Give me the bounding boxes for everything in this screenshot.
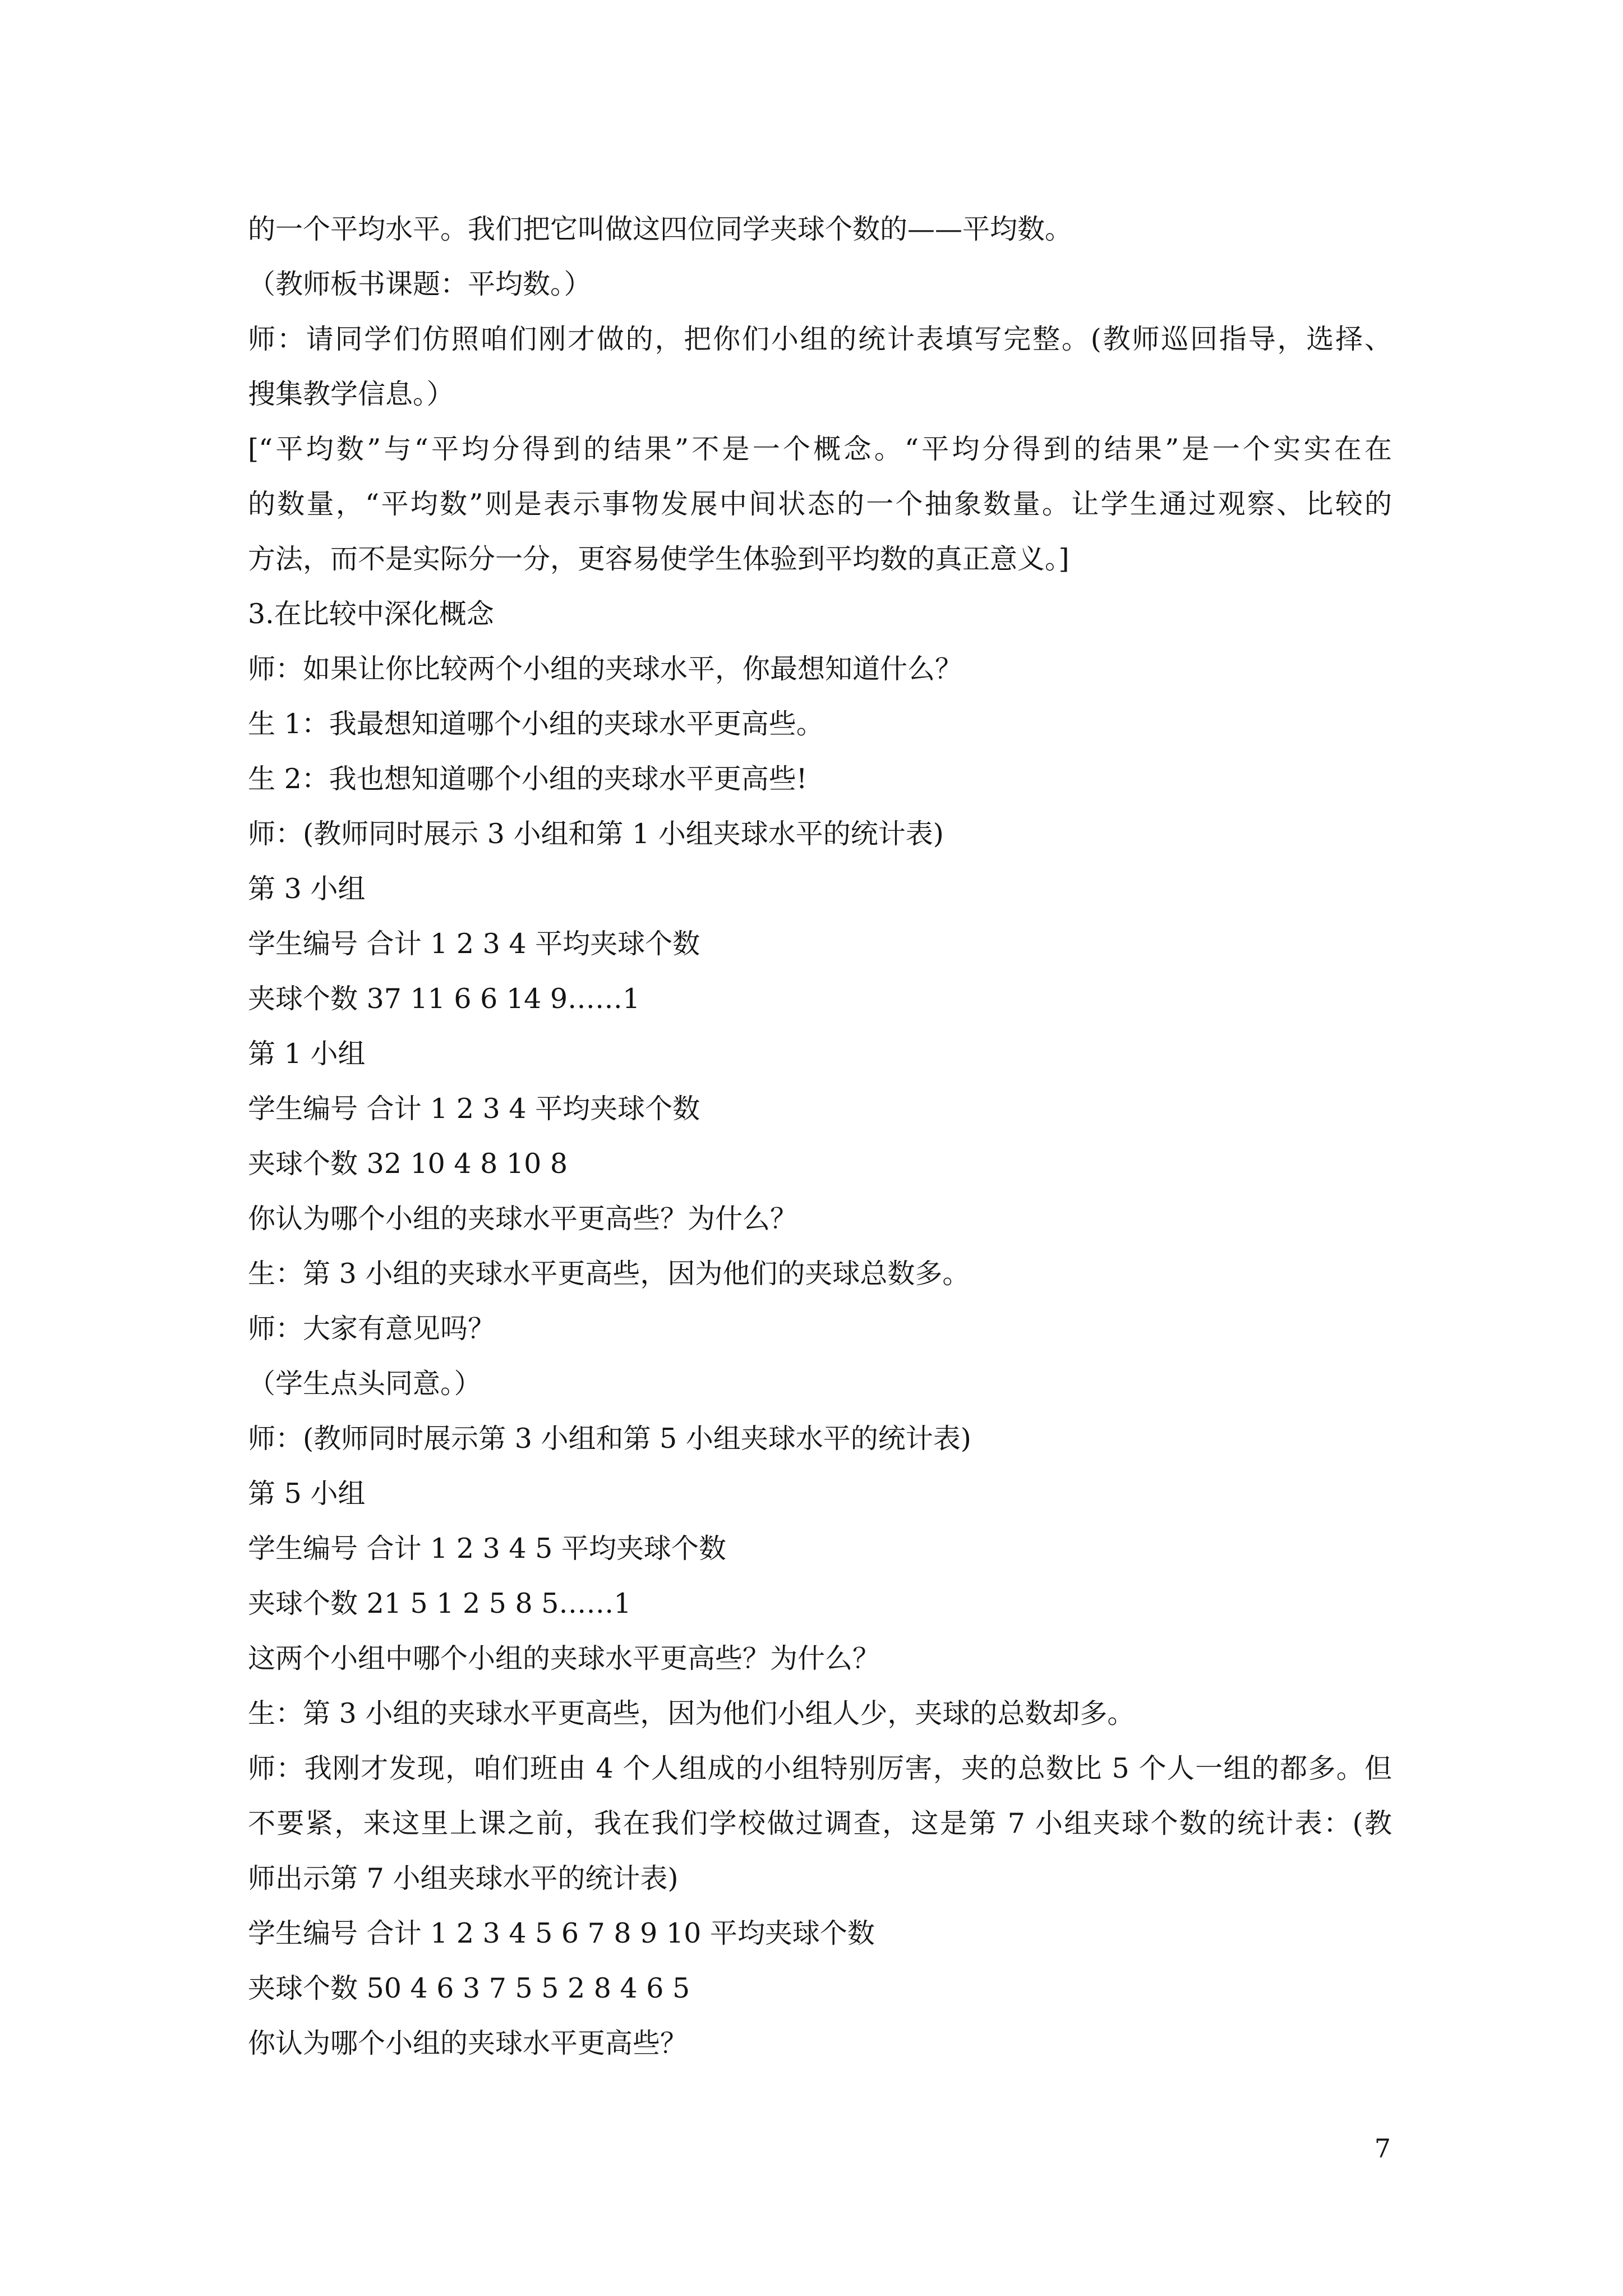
text-line: 生 2：我也想知道哪个小组的夹球水平更高些! [248, 763, 808, 795]
table-data-row: 夹球个数 37 11 6 6 14 9……1 [248, 983, 640, 1015]
page-number: 7 [1374, 2133, 1391, 2164]
text-line: 你认为哪个小组的夹球水平更高些？ [248, 2027, 688, 2059]
text-line: 师出示第 7 小组夹球水平的统计表) [248, 1862, 679, 1894]
group-label: 第 3 小组 [248, 873, 366, 905]
text-line: （学生点头同意。） [248, 1368, 482, 1400]
text-line: 师：请同学们仿照咱们刚才做的，把你们小组的统计表填写完整。(教师巡回指导，选择、 [248, 323, 1392, 355]
group-label: 第 1 小组 [248, 1038, 366, 1070]
text-line: 搜集教学信息。） [248, 378, 454, 410]
text-line: （教师板书课题：平均数。） [248, 268, 592, 300]
text-line: 师：(教师同时展示 3 小组和第 1 小组夹球水平的统计表) [248, 818, 944, 850]
text-line: 的数量，“平均数”则是表示事物发展中间状态的一个抽象数量。让学生通过观察、比较的 [248, 488, 1392, 520]
table-data-row: 夹球个数 32 10 4 8 10 8 [248, 1148, 568, 1180]
text-line: 不要紧，来这里上课之前，我在我们学校做过调查，这是第 7 小组夹球个数的统计表：(教 [248, 1807, 1392, 1839]
table-data-row: 夹球个数 21 5 1 2 5 8 5……1 [248, 1588, 631, 1619]
text-line: 师：(教师同时展示第 3 小组和第 5 小组夹球水平的统计表) [248, 1423, 971, 1455]
table-header-row: 学生编号 合计 1 2 3 4 平均夹球个数 [248, 928, 700, 960]
document-body [248, 202, 1392, 2071]
text-line: 师：我刚才发现，咱们班由 4 个人组成的小组特别厉害，夹的总数比 5 个人一组的都多。但 [248, 1752, 1392, 1784]
text-line: 师：大家有意见吗？ [248, 1313, 496, 1345]
text-line: 师：如果让你比较两个小组的夹球水平，你最想知道什么？ [248, 653, 963, 685]
text-line: 生：第 3 小组的夹球水平更高些，因为他们小组人少，夹球的总数却多。 [248, 1697, 1135, 1729]
table-header-row: 学生编号 合计 1 2 3 4 5 平均夹球个数 [248, 1533, 726, 1565]
section-heading: 3.在比较中深化概念 [248, 598, 494, 630]
table-data-row: 夹球个数 50 4 6 3 7 5 5 2 8 4 6 5 [248, 1972, 690, 2004]
table-header-row: 学生编号 合计 1 2 3 4 平均夹球个数 [248, 1093, 700, 1125]
table-header-row: 学生编号 合计 1 2 3 4 5 6 7 8 9 10 平均夹球个数 [248, 1917, 875, 1949]
text-line: 这两个小组中哪个小组的夹球水平更高些？为什么？ [248, 1642, 880, 1674]
text-line: 你认为哪个小组的夹球水平更高些？为什么？ [248, 1203, 798, 1235]
text-line: [“平均数”与“平均分得到的结果”不是一个概念。“平均分得到的结果”是一个实实在在 [248, 433, 1392, 465]
text-line: 生 1：我最想知道哪个小组的夹球水平更高些。 [248, 708, 824, 740]
text-line: 生：第 3 小组的夹球水平更高些，因为他们的夹球总数多。 [248, 1258, 970, 1290]
text-line: 的一个平均水平。我们把它叫做这四位同学夹球个数的——平均数。 [248, 213, 1073, 245]
group-label: 第 5 小组 [248, 1478, 366, 1510]
text-line: 方法，而不是实际分一分，更容易使学生体验到平均数的真正意义。] [248, 543, 1069, 575]
